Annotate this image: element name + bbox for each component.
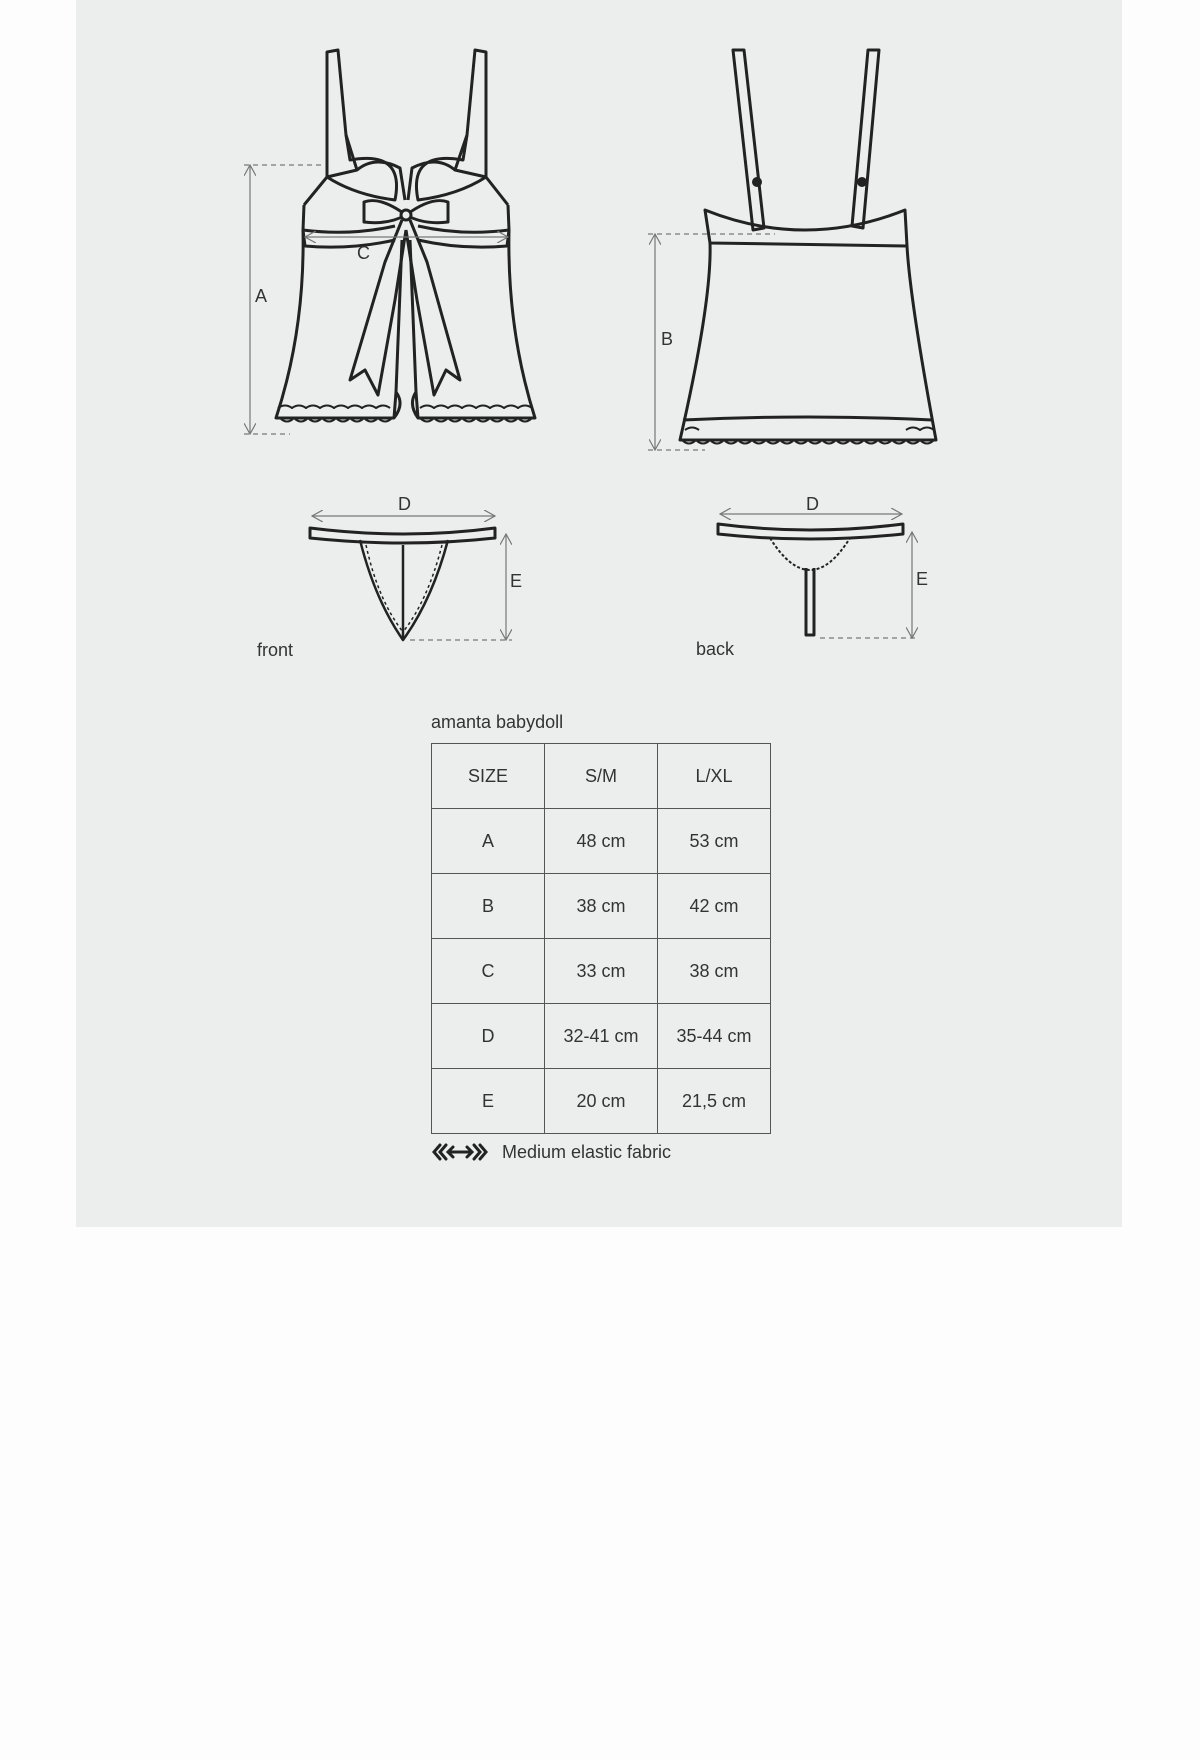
table-row	[432, 874, 771, 939]
size-table	[431, 743, 771, 1134]
table-cell: 20 cm	[545, 1069, 658, 1134]
table-row	[432, 809, 771, 874]
label-e-front: E	[510, 571, 523, 591]
table-header-cell: L/XL	[658, 744, 771, 809]
back-right-strap	[852, 50, 879, 228]
table-header-cell: SIZE	[432, 744, 545, 809]
bow-right-loop	[406, 201, 448, 223]
label-a: A	[255, 286, 268, 306]
table-header-cell: S/M	[545, 744, 658, 809]
table-cell: 48 cm	[545, 809, 658, 874]
fabric-note-text: Medium elastic fabric	[502, 1141, 672, 1162]
back-thong-dimensions	[720, 514, 918, 638]
table-cell: 42 cm	[658, 874, 771, 939]
table-row	[432, 1004, 771, 1069]
label-e-back: E	[916, 569, 929, 589]
table-cell: B	[432, 874, 545, 939]
table-cell: 38 cm	[545, 874, 658, 939]
label-b: B	[661, 329, 674, 349]
front-babydoll	[276, 50, 535, 422]
product-name: amanta babydoll	[431, 712, 564, 732]
table-cell: 53 cm	[658, 809, 771, 874]
elastic-fabric-icon	[432, 1142, 488, 1162]
bow-left-loop	[364, 201, 406, 223]
label-d-front: D	[398, 494, 411, 514]
table-cell: E	[432, 1069, 545, 1134]
back-left-strap	[733, 50, 764, 230]
table-cell: D	[432, 1004, 545, 1069]
table-row	[432, 1069, 771, 1134]
table-cell: A	[432, 809, 545, 874]
back-babydoll	[680, 50, 936, 444]
table-cell: C	[432, 939, 545, 1004]
table-cell: 35-44 cm	[658, 1004, 771, 1069]
front-left-strap	[327, 50, 357, 177]
table-header-row	[432, 744, 771, 809]
label-c: C	[357, 243, 370, 263]
label-d-back: D	[806, 494, 819, 514]
front-view-label: front	[257, 640, 294, 660]
front-thong	[310, 528, 495, 640]
table-cell: 32-41 cm	[545, 1004, 658, 1069]
back-view-label: back	[696, 639, 735, 659]
table-cell: 38 cm	[658, 939, 771, 1004]
table-cell: 21,5 cm	[658, 1069, 771, 1134]
fabric-note	[432, 1140, 671, 1164]
back-thong	[718, 524, 903, 635]
table-row	[432, 939, 771, 1004]
table-cell: 33 cm	[545, 939, 658, 1004]
